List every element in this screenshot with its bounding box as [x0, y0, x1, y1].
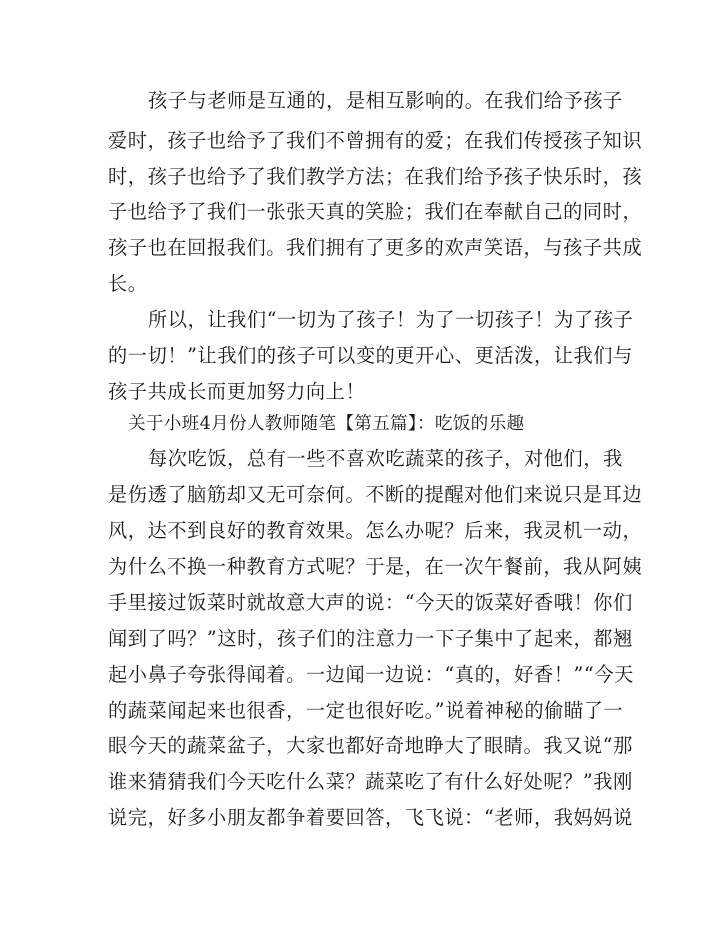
text-line: 孩子也在回报我们。我们拥有了更多的欢声笑语，与孩子共成: [108, 236, 643, 259]
text-line: 谁来猜猜我们今天吃什么菜？蔬菜吃了有什么好处呢？”我刚: [108, 770, 633, 793]
text-line: 风，达不到良好的教育效果。怎么办呢？后来，我灵机一动，: [108, 519, 643, 542]
text-line: 闻到了吗？”这时，孩子们的注意力一下子集中了起来，都翘: [108, 627, 633, 650]
text-line: 为什么不换一种教育方式呢？于是，在一次午餐前，我从阿姨: [108, 555, 643, 578]
text-line: 子也给予了我们一张张天真的笑脸；我们在奉献自己的同时，: [108, 200, 643, 223]
text-line: 的蔬菜闻起来也很香，一定也很好吃。”说着神秘的偷瞄了一: [108, 699, 624, 722]
text-line: 长。: [108, 272, 148, 295]
text-line: 时，孩子也给予了我们教学方法；在我们给予孩子快乐时，孩: [108, 165, 643, 188]
text-line: 孩子共成长而更加努力向上！: [108, 380, 366, 403]
text-line: 的一切！”让我们的孩子可以变的更开心、更活泼，让我们与: [108, 344, 633, 367]
text-line: 孩子与老师是互通的，是相互影响的。在我们给予孩子: [148, 89, 623, 112]
text-line: 说完，好多小朋友都争着要回答，飞飞说：“老师，我妈妈说: [108, 806, 633, 829]
text-line: 所以，让我们“一切为了孩子！为了一切孩子！为了孩子: [148, 308, 634, 331]
text-line: 爱时，孩子也给予了我们不曾拥有的爱；在我们传授孩子知识: [108, 129, 643, 152]
section-heading: 关于小班4月份人教师随笔【第五篇】：吃饭的乐趣: [128, 414, 525, 434]
text-line: 是伤透了脑筋却又无可奈何。不断的提醒对他们来说只是耳边: [108, 483, 643, 506]
text-line: 每次吃饭，总有一些不喜欢吃蔬菜的孩子，对他们，我: [148, 447, 623, 470]
text-line: 手里接过饭菜时就故意大声的说：“今天的饭菜好香哦！你们: [108, 591, 633, 614]
text-line: 眼今天的蔬菜盆子，大家也都好奇地睁大了眼睛。我又说“那: [108, 734, 633, 757]
text-line: 起小鼻子夸张得闻着。一边闻一边说：“真的，好香！”“今天: [108, 663, 634, 686]
